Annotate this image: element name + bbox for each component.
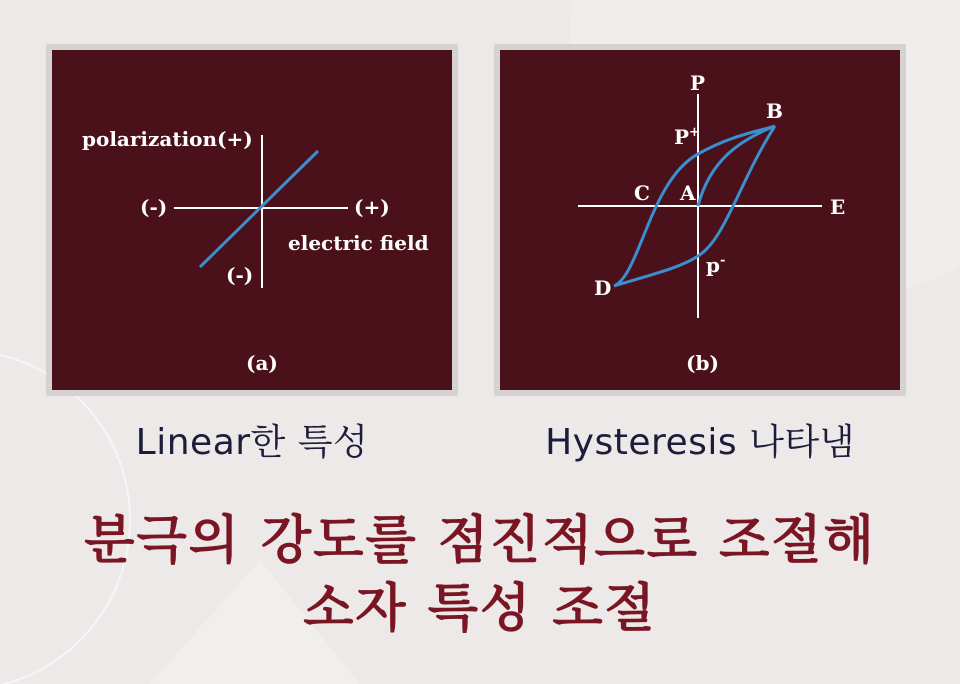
headline-line-1: 분극의 강도를 점진적으로 조절해 [84,511,876,571]
hysteresis-graph-panel [494,44,906,396]
y-neg-label: (-) [226,263,254,287]
p-axis-label: P [690,71,706,95]
y-axis-label: polarization(+) [82,127,253,151]
p-minus-label: p- [706,253,726,277]
point-d-label: D [594,276,612,300]
x-axis-label: electric field [288,231,429,255]
hysteresis-caption: Hysteresis 나타냄 [545,422,855,463]
hysteresis-graph [500,50,900,390]
point-a-label: A [680,181,696,205]
x-pos-label: (+) [354,195,390,219]
linear-graph-panel [46,44,458,396]
point-b-label: B [766,99,783,123]
point-c-label: C [634,181,650,205]
x-neg-label: (-) [140,195,168,219]
e-axis-label: E [830,195,846,219]
panel-a-caption: (a) [246,351,278,375]
linear-graph [52,50,452,390]
headline-line-2: 소자 특성 조절 [303,579,657,639]
panel-b-caption: (b) [686,351,719,375]
p-plus-label: P+ [674,125,700,149]
linear-caption: Linear한 특성 [135,422,369,463]
